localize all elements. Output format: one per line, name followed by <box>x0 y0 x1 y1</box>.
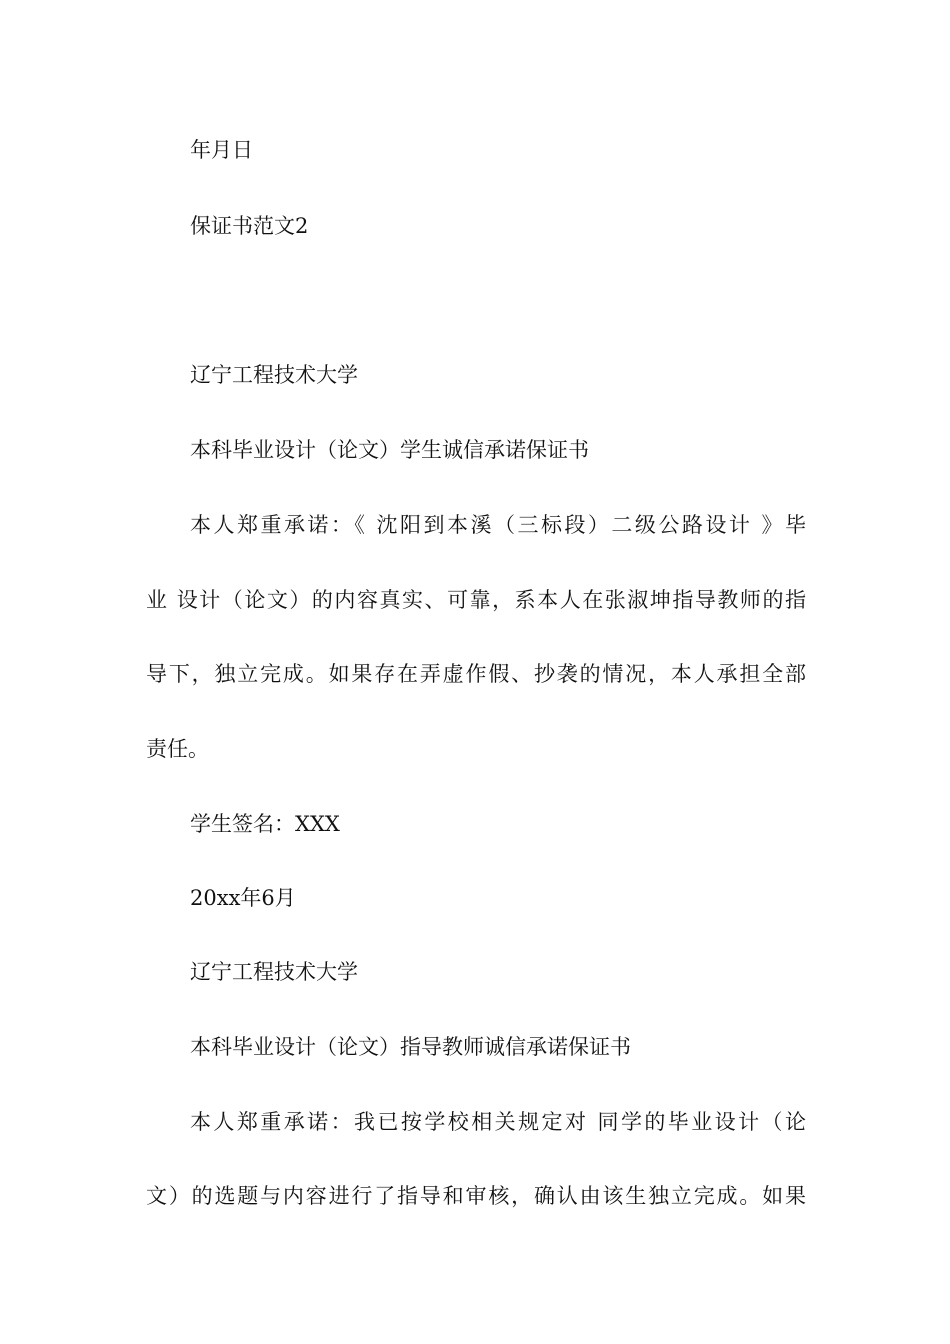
student-paragraph-line-4: 责任。 <box>146 737 209 761</box>
student-paragraph-line-2: 业 设计（论文）的内容真实、可靠，系本人在张淑坤指导教师的指 <box>146 588 806 612</box>
date-line: 年月日 <box>190 138 253 162</box>
teacher-university: 辽宁工程技术大学 <box>190 960 358 984</box>
student-paragraph-line-3: 导下，独立完成。如果存在弄虚作假、抄袭的情况，本人承担全部 <box>146 662 806 686</box>
student-signature: 学生签名：XXX <box>190 812 340 836</box>
student-university: 辽宁工程技术大学 <box>190 363 358 387</box>
teacher-paragraph-line-1: 本人郑重承诺：我已按学校相关规定对 同学的毕业设计（论 <box>190 1110 806 1134</box>
teacher-pledge-title: 本科毕业设计（论文）指导教师诚信承诺保证书 <box>190 1035 631 1059</box>
section-title: 保证书范文2 <box>190 214 309 238</box>
teacher-paragraph-line-2: 文）的选题与内容进行了指导和审核，确认由该生独立完成。如果 <box>146 1184 806 1208</box>
student-paragraph-line-1: 本人郑重承诺：《 沈阳到本溪（三标段）二级公路设计 》毕 <box>190 513 806 537</box>
student-pledge-title: 本科毕业设计（论文）学生诚信承诺保证书 <box>190 438 589 462</box>
student-date: 20xx年6月 <box>190 886 296 910</box>
